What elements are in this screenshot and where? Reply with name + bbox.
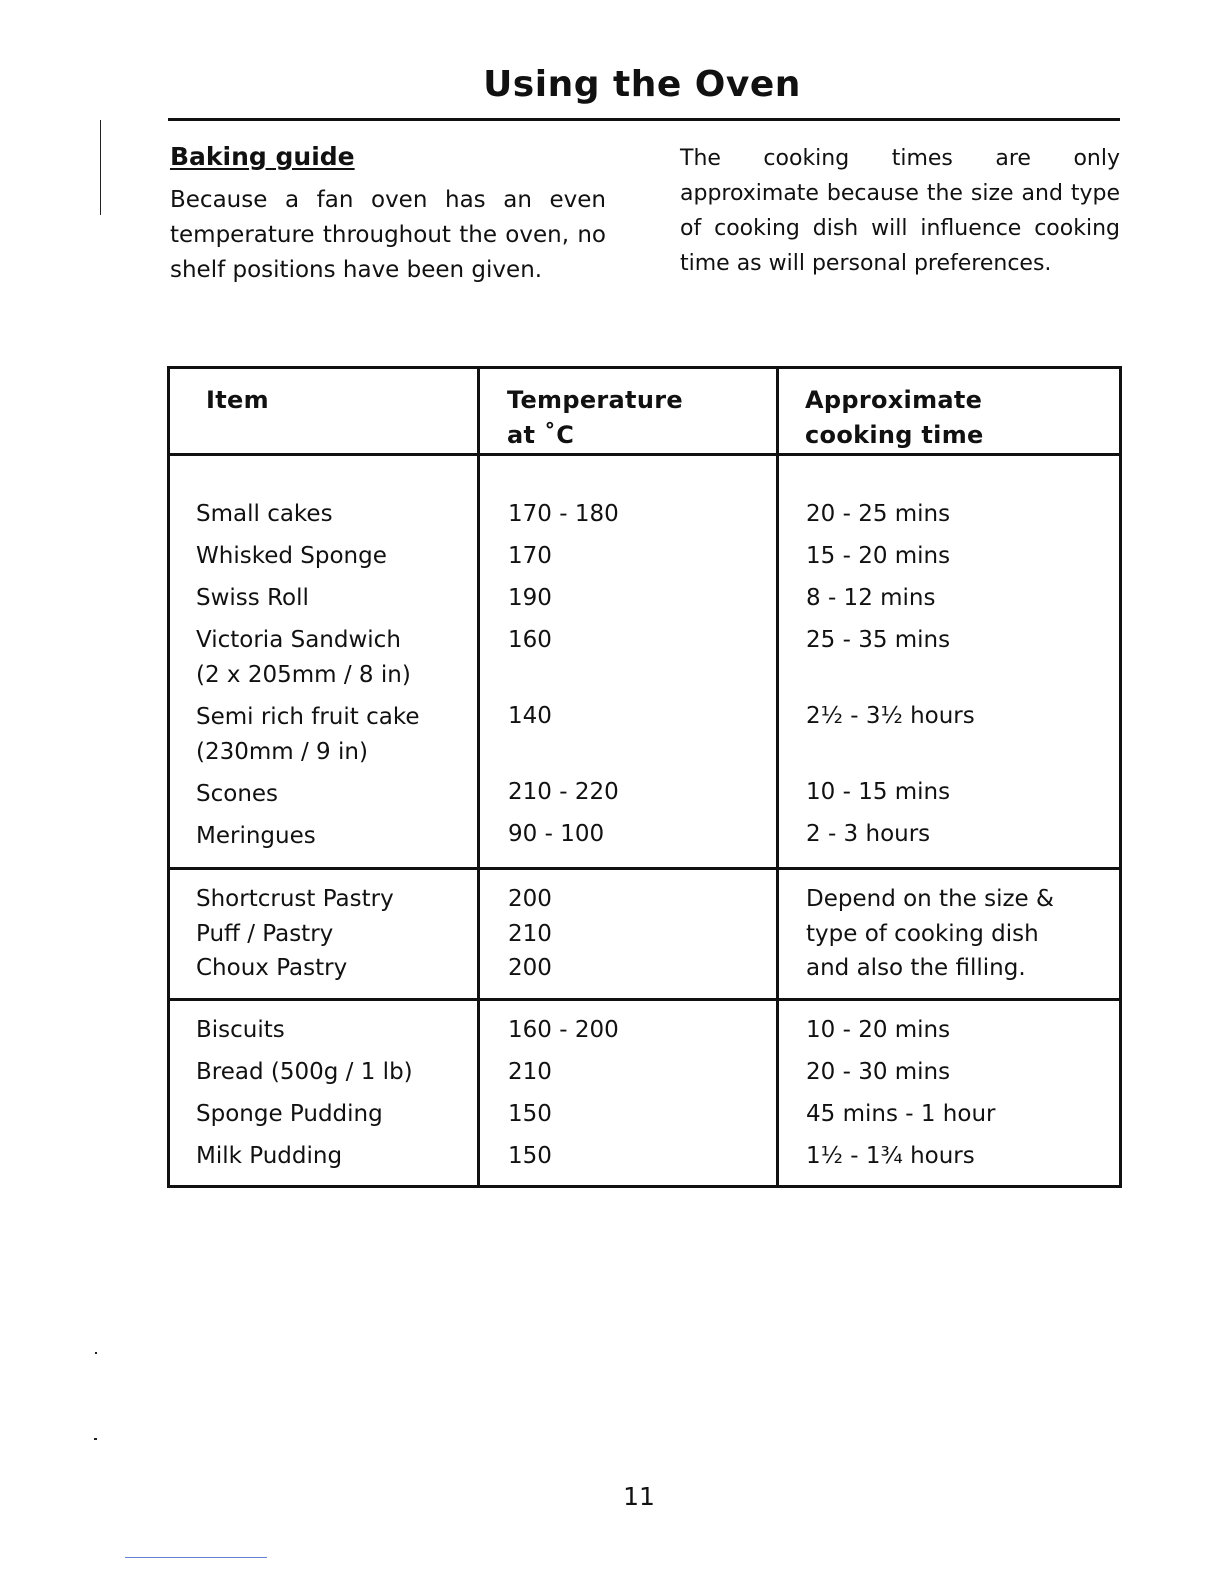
bottom-link-underline [125,1557,267,1558]
temperature-value: 210 [508,920,552,947]
temperature-value: 90 - 100 [508,821,605,847]
item-name: Victoria Sandwich [196,627,401,653]
temperature-value: 160 [508,627,552,653]
pastry-temps-cell [479,869,778,1000]
time-note-line: type of cooking dish [806,920,1039,947]
time-value: 10 - 20 mins [806,1016,951,1043]
header-time-line1: Approximate [805,386,983,414]
puddings-items-cell [169,999,479,1186]
time-value: 8 - 12 mins [806,585,936,611]
puddings-times-cell [778,999,1121,1186]
pastry-time-note-cell [778,869,1121,1000]
temperature-value: 170 - 180 [508,501,619,527]
scan-speck [94,1438,97,1440]
list-item: Scones [196,781,279,807]
temperature-value: 200 [508,955,552,981]
list-item: Biscuits [196,1016,285,1043]
table-header-row [169,368,1121,455]
list-item [196,700,477,770]
cakes-temps-cell [479,455,778,869]
scan-speck [95,1352,97,1354]
temperature-value: 210 [508,1058,552,1085]
list-item: Choux Pastry [196,955,348,981]
table-group-cakes [169,455,1121,869]
table-group-pastry [169,869,1121,1000]
cakes-times-cell [778,455,1121,869]
list-item: Puff / Pastry [196,920,334,947]
header-temperature [479,368,778,455]
time-value: 45 mins - 1 hour [806,1100,996,1127]
baking-guide-table [167,366,1122,1188]
time-note-line: and also the filling. [806,955,1026,981]
header-temperature-line2: at ˚C [507,421,575,449]
header-item-label: Item [206,386,269,414]
time-value: 10 - 15 mins [806,779,951,805]
header-item [169,368,479,455]
intro-paragraph-right: The cooking times are only approximate because the size and type of cooking dish will influence cooking time as will personal preferences. [680,146,1120,276]
temperature-value: 210 - 220 [508,779,619,805]
list-item: Sponge Pudding [196,1100,383,1127]
list-item: Small cakes [196,501,333,527]
header-cooking-time [778,368,1121,455]
intro-paragraph-left: Because a fan oven has an even temperature throughout the oven, no shelf positions have been given. [170,187,606,283]
table-group-puddings [169,999,1121,1186]
header-time-line2: cooking time [805,421,984,449]
temperature-value: 150 [508,1100,552,1127]
time-value: 20 - 30 mins [806,1058,951,1085]
page-title: Using the Oven [483,64,801,105]
item-name: Semi rich fruit cake [196,704,420,730]
temperature-value: 170 [508,543,552,569]
item-size: (230mm / 9 in) [196,739,368,765]
time-note-line: Depend on the size & [806,886,1054,912]
temperature-value: 190 [508,585,552,611]
item-size: (2 x 205mm / 8 in) [196,662,411,688]
temperature-value: 200 [508,886,552,912]
puddings-temps-cell [479,999,778,1186]
cakes-items-cell [169,455,479,869]
header-temperature-line1: Temperature [507,386,683,414]
list-item: Milk Pudding [196,1142,343,1169]
list-item: Meringues [196,823,316,849]
pastry-items-cell [169,869,479,1000]
time-value: 2 - 3 hours [806,821,931,847]
list-item: Swiss Roll [196,585,309,611]
section-heading: Baking guide [170,142,355,171]
temperature-value: 140 [508,703,552,729]
temperature-value: 150 [508,1142,552,1169]
list-item [196,623,477,693]
time-value: 20 - 25 mins [806,501,951,527]
temperature-value: 160 - 200 [508,1016,619,1043]
title-rule [168,118,1120,121]
scan-margin-line [100,120,101,215]
time-value: 2½ - 3½ hours [806,703,975,729]
time-value: 1½ - 1¾ hours [806,1142,975,1169]
time-value: 15 - 20 mins [806,543,951,569]
time-value: 25 - 35 mins [806,627,951,653]
page-number: 11 [623,1482,655,1511]
list-item: Bread (500g / 1 lb) [196,1058,413,1085]
list-item: Shortcrust Pastry [196,886,394,912]
list-item: Whisked Sponge [196,543,387,569]
